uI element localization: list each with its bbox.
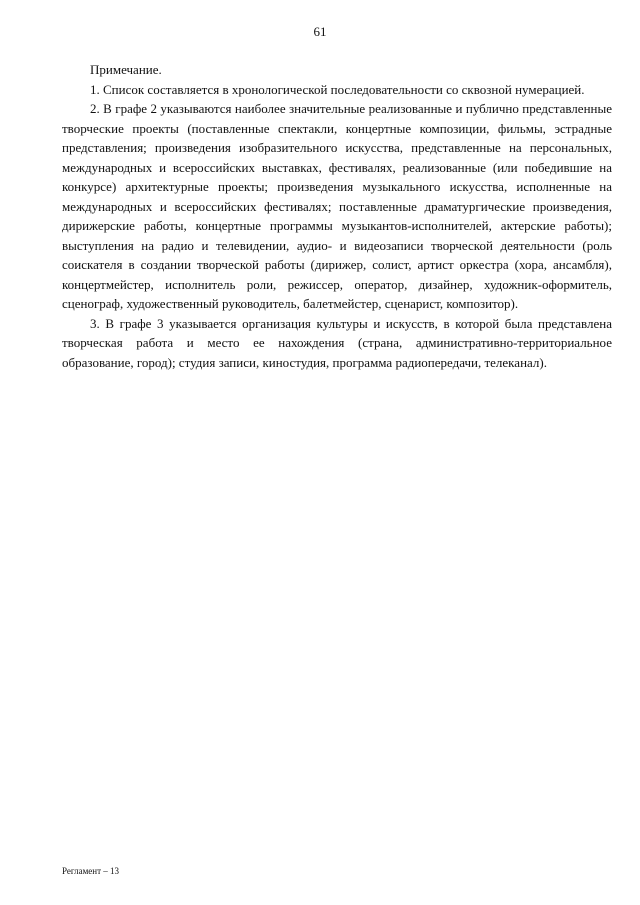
- footer-label: Регламент – 13: [62, 866, 120, 876]
- note-item-3: 3. В графе 3 указывается организация культуры и искусств, в которой была представлена творческая работа и место ее нахождения (страна, административно-территориальное образование, город); студия записи, киностудия, программа радиопередачи, телеканал).: [62, 315, 612, 370]
- note-item-1: 1. Список составляется в хронологической последовательности со сквозной нумерацией.: [90, 81, 585, 97]
- note-section: [62, 60, 612, 372]
- note-heading: Примечание.: [90, 62, 162, 77]
- note-item-2: 2. В графе 2 указываются наиболее значительные реализованные и публично представленные творческие проекты (поставленные спектакли, концертные композиции, фильмы, эстрадные представления; произведения изобразительного искусства, представленные на персональных, международных и всероссийских выставках, фестивалях, реализованные (или победившие на конкурсе) архитектурные проекты; произведения музыкального искусства, исполненные на международных и всероссийских фестивалях; поставленные драматургические произведения, дирижерские работы, концертные программы музыкантов-исполнителей, актерские работы); выступления на радио и телевидении, аудио- и видеозаписи творческой деятельности (роль соискателя в создании творческой работы (дирижер, солист, артист оркестра (хора, ансамбля), концертмейстер, исполнитель роли, режиссер, оператор, дизайнер, художник-оформитель, сценограф, художественный руководитель, балетмейстер, сценарист, композитор).: [62, 101, 612, 311]
- page-number: 61: [313, 24, 327, 39]
